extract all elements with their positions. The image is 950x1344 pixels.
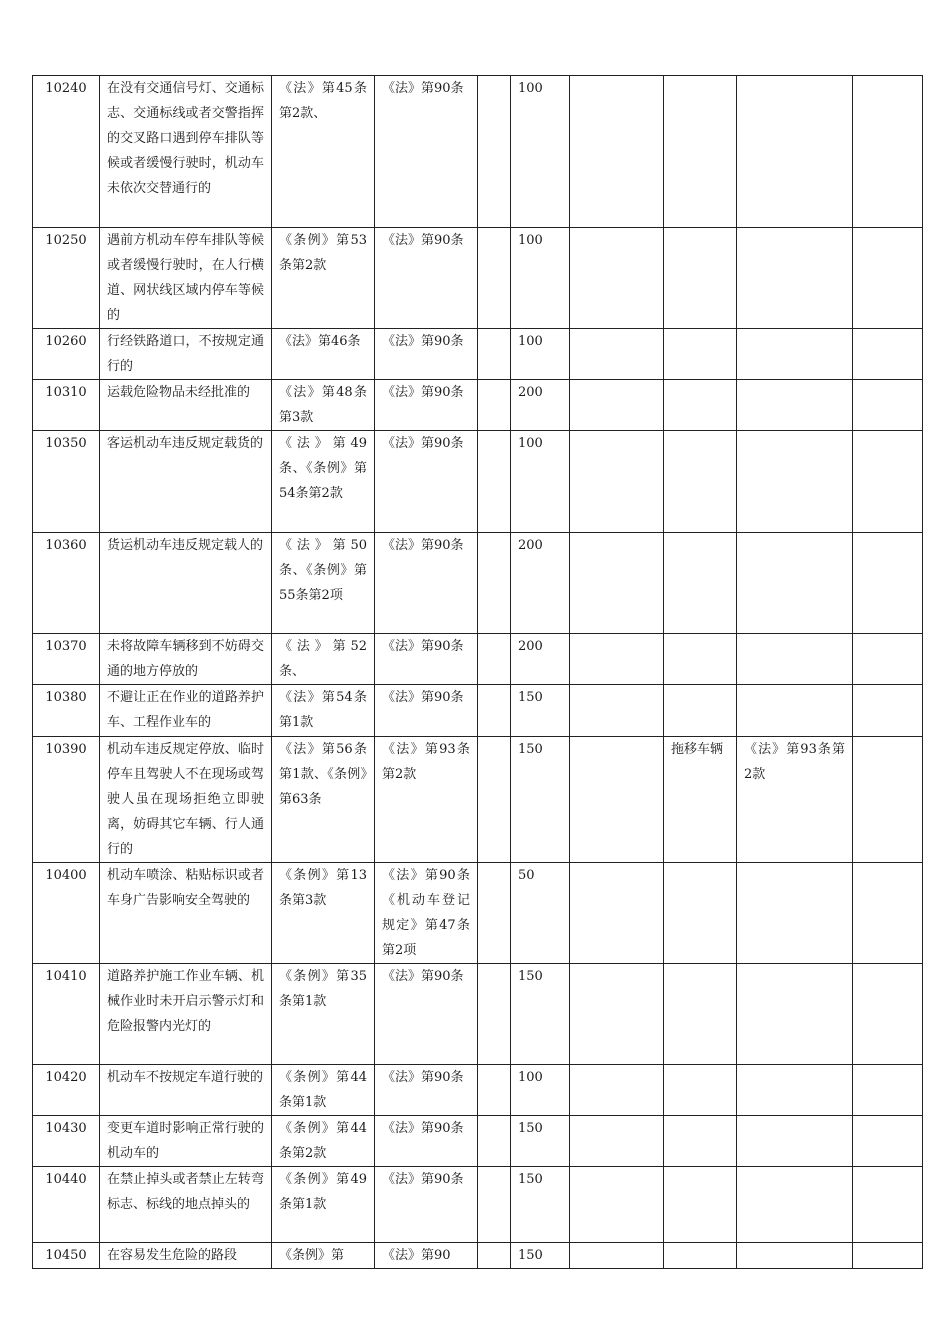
code-cell: 10310: [33, 380, 100, 431]
measure-cell: [664, 329, 737, 380]
blank-cell: [570, 76, 664, 228]
violation-table: [32, 75, 923, 1269]
measure-basis-cell: [737, 863, 853, 964]
fine-amount-cell: 150: [511, 1243, 570, 1269]
code-cell: 10250: [33, 228, 100, 329]
blank-cell: [478, 76, 511, 228]
measure-basis-cell: [737, 685, 853, 737]
table-row: [33, 431, 923, 533]
penalty-basis-cell: 《法》第90条: [375, 685, 478, 737]
measure-basis-cell: [737, 380, 853, 431]
table-row: [33, 533, 923, 634]
measure-basis-cell: [737, 228, 853, 329]
fine-amount-cell: 100: [511, 76, 570, 228]
penalty-basis-cell: 《法》第90条: [375, 533, 478, 634]
table-row: [33, 863, 923, 964]
measure-cell: [664, 76, 737, 228]
fine-amount-cell: 50: [511, 863, 570, 964]
table-row: [33, 1243, 923, 1269]
measure-basis-cell: [737, 431, 853, 533]
violation-basis-cell: 《法》第46条: [272, 329, 375, 380]
violation-basis-cell: 《法》第45条第2款、: [272, 76, 375, 228]
measure-basis-cell: [737, 1243, 853, 1269]
measure-basis-cell: [737, 533, 853, 634]
code-cell: 10260: [33, 329, 100, 380]
table-row: [33, 1167, 923, 1243]
table-row: [33, 964, 923, 1065]
measure-cell: [664, 533, 737, 634]
description-cell: 在禁止掉头或者禁止左转弯标志、标线的地点掉头的: [100, 1167, 272, 1243]
code-cell: 10410: [33, 964, 100, 1065]
penalty-basis-cell: 《法》第90条: [375, 76, 478, 228]
penalty-basis-cell: 《法》第90条: [375, 634, 478, 685]
blank-cell: [570, 1116, 664, 1167]
blank-cell: [570, 380, 664, 431]
blank-cell: [853, 1167, 923, 1243]
blank-cell: [478, 1167, 511, 1243]
penalty-basis-cell: 《法》第90条: [375, 431, 478, 533]
blank-cell: [570, 685, 664, 737]
fine-amount-cell: 200: [511, 380, 570, 431]
violation-basis-cell: 《法》第50条、《条例》第55条第2项: [272, 533, 375, 634]
measure-cell: [664, 964, 737, 1065]
blank-cell: [478, 1116, 511, 1167]
penalty-basis-cell: 《法》第90条: [375, 1116, 478, 1167]
description-cell: 在没有交通信号灯、交通标志、交通标线或者交警指挥的交叉路口遇到停车排队等候或者缓慢行驶时，机动车未依次交替通行的: [100, 76, 272, 228]
measure-cell: [664, 1116, 737, 1167]
blank-cell: [853, 1243, 923, 1269]
measure-cell: [664, 1065, 737, 1116]
table-row: [33, 380, 923, 431]
table-row: [33, 685, 923, 737]
violation-basis-cell: 《法》第56条第1款、《条例》第63条: [272, 737, 375, 863]
measure-basis-cell: [737, 1116, 853, 1167]
measure-cell: [664, 863, 737, 964]
penalty-basis-cell: 《法》第90条: [375, 964, 478, 1065]
violation-basis-cell: 《法》第48条第3款: [272, 380, 375, 431]
measure-basis-cell: [737, 76, 853, 228]
description-cell: 不避让正在作业的道路养护车、工程作业车的: [100, 685, 272, 737]
code-cell: 10350: [33, 431, 100, 533]
table-row: [33, 329, 923, 380]
measure-cell: [664, 380, 737, 431]
measure-basis-cell: [737, 634, 853, 685]
blank-cell: [478, 737, 511, 863]
measure-cell: [664, 431, 737, 533]
blank-cell: [478, 964, 511, 1065]
measure-cell: [664, 1243, 737, 1269]
description-cell: 机动车不按规定车道行驶的: [100, 1065, 272, 1116]
blank-cell: [478, 228, 511, 329]
description-cell: 在容易发生危险的路段: [100, 1243, 272, 1269]
violation-basis-cell: 《法》第49条、《条例》第54条第2款: [272, 431, 375, 533]
fine-amount-cell: 100: [511, 329, 570, 380]
penalty-basis-cell: 《法》第90条《机动车登记规定》第47条第2项: [375, 863, 478, 964]
fine-amount-cell: 200: [511, 634, 570, 685]
description-cell: 变更车道时影响正常行驶的机动车的: [100, 1116, 272, 1167]
fine-amount-cell: 150: [511, 964, 570, 1065]
description-cell: 机动车喷涂、粘贴标识或者车身广告影响安全驾驶的: [100, 863, 272, 964]
blank-cell: [853, 533, 923, 634]
description-cell: 遇前方机动车停车排队等候或者缓慢行驶时，在人行横道、网状线区域内停车等候的: [100, 228, 272, 329]
blank-cell: [570, 431, 664, 533]
code-cell: 10370: [33, 634, 100, 685]
code-cell: 10400: [33, 863, 100, 964]
table-row: [33, 1065, 923, 1116]
code-cell: 10390: [33, 737, 100, 863]
blank-cell: [853, 685, 923, 737]
blank-cell: [570, 1167, 664, 1243]
table-row: [33, 228, 923, 329]
violation-basis-cell: 《条例》第35条第1款: [272, 964, 375, 1065]
blank-cell: [478, 634, 511, 685]
blank-cell: [478, 1065, 511, 1116]
fine-amount-cell: 100: [511, 1065, 570, 1116]
measure-basis-cell: [737, 1065, 853, 1116]
table-row: [33, 737, 923, 863]
blank-cell: [853, 431, 923, 533]
blank-cell: [478, 1243, 511, 1269]
measure-basis-cell: [737, 1167, 853, 1243]
description-cell: 货运机动车违反规定载人的: [100, 533, 272, 634]
blank-cell: [478, 431, 511, 533]
code-cell: 10360: [33, 533, 100, 634]
violation-basis-cell: 《条例》第44条第1款: [272, 1065, 375, 1116]
blank-cell: [853, 1116, 923, 1167]
blank-cell: [570, 634, 664, 685]
violation-basis-cell: 《条例》第: [272, 1243, 375, 1269]
description-cell: 机动车违反规定停放、临时停车且驾驶人不在现场或驾驶人虽在现场拒绝立即驶离，妨碍其它车辆、行人通行的: [100, 737, 272, 863]
fine-amount-cell: 100: [511, 228, 570, 329]
blank-cell: [478, 863, 511, 964]
code-cell: 10440: [33, 1167, 100, 1243]
violation-basis-cell: 《条例》第44条第2款: [272, 1116, 375, 1167]
measure-cell: 拖移车辆: [664, 737, 737, 863]
code-cell: 10430: [33, 1116, 100, 1167]
blank-cell: [853, 228, 923, 329]
penalty-basis-cell: 《法》第90条: [375, 380, 478, 431]
penalty-basis-cell: 《法》第90: [375, 1243, 478, 1269]
table-row: [33, 76, 923, 228]
table-body: [33, 76, 923, 1269]
blank-cell: [570, 964, 664, 1065]
violation-basis-cell: 《法》第54条第1款: [272, 685, 375, 737]
description-cell: 客运机动车违反规定载货的: [100, 431, 272, 533]
measure-cell: [664, 1167, 737, 1243]
measure-cell: [664, 685, 737, 737]
blank-cell: [853, 964, 923, 1065]
blank-cell: [478, 380, 511, 431]
blank-cell: [570, 737, 664, 863]
blank-cell: [853, 634, 923, 685]
table-row: [33, 1116, 923, 1167]
blank-cell: [478, 329, 511, 380]
code-cell: 10240: [33, 76, 100, 228]
blank-cell: [570, 863, 664, 964]
fine-amount-cell: 200: [511, 533, 570, 634]
blank-cell: [853, 863, 923, 964]
blank-cell: [570, 533, 664, 634]
measure-cell: [664, 634, 737, 685]
description-cell: 未将故障车辆移到不妨碍交通的地方停放的: [100, 634, 272, 685]
blank-cell: [853, 329, 923, 380]
blank-cell: [853, 737, 923, 863]
fine-amount-cell: 150: [511, 737, 570, 863]
fine-amount-cell: 150: [511, 685, 570, 737]
description-cell: 运载危险物品未经批准的: [100, 380, 272, 431]
code-cell: 10380: [33, 685, 100, 737]
penalty-basis-cell: 《法》第90条: [375, 228, 478, 329]
penalty-basis-cell: 《法》第90条: [375, 329, 478, 380]
code-cell: 10420: [33, 1065, 100, 1116]
violation-basis-cell: 《条例》第53条第2款: [272, 228, 375, 329]
blank-cell: [853, 380, 923, 431]
violation-basis-cell: 《条例》第49条第1款: [272, 1167, 375, 1243]
description-cell: 行经铁路道口，不按规定通行的: [100, 329, 272, 380]
blank-cell: [570, 1065, 664, 1116]
blank-cell: [570, 1243, 664, 1269]
fine-amount-cell: 100: [511, 431, 570, 533]
code-cell: 10450: [33, 1243, 100, 1269]
fine-amount-cell: 150: [511, 1116, 570, 1167]
violation-basis-cell: 《条例》第13条第3款: [272, 863, 375, 964]
fine-amount-cell: 150: [511, 1167, 570, 1243]
measure-basis-cell: 《法》第93条第2款: [737, 737, 853, 863]
measure-basis-cell: [737, 329, 853, 380]
blank-cell: [853, 1065, 923, 1116]
blank-cell: [570, 228, 664, 329]
blank-cell: [853, 76, 923, 228]
table-row: [33, 634, 923, 685]
violation-basis-cell: 《法》第52条、: [272, 634, 375, 685]
description-cell: 道路养护施工作业车辆、机械作业时未开启示警示灯和危险报警内光灯的: [100, 964, 272, 1065]
penalty-basis-cell: 《法》第93条第2款: [375, 737, 478, 863]
penalty-basis-cell: 《法》第90条: [375, 1167, 478, 1243]
measure-basis-cell: [737, 964, 853, 1065]
measure-cell: [664, 228, 737, 329]
blank-cell: [478, 685, 511, 737]
blank-cell: [478, 533, 511, 634]
blank-cell: [570, 329, 664, 380]
penalty-basis-cell: 《法》第90条: [375, 1065, 478, 1116]
